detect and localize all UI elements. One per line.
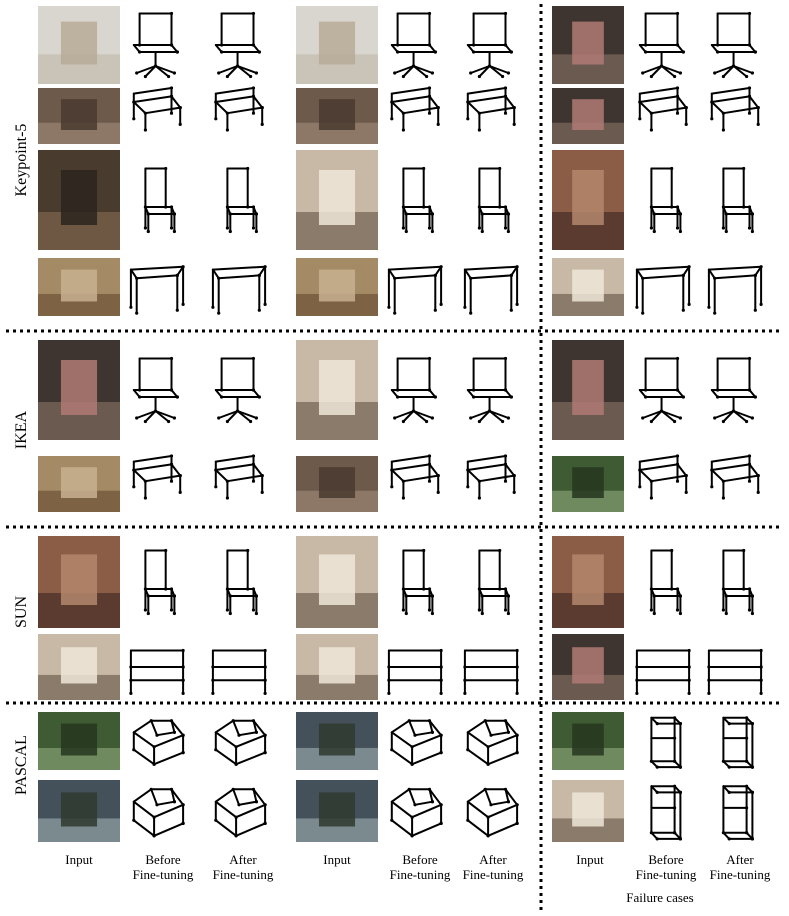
input-photo — [552, 150, 624, 250]
skeleton-wireframe — [463, 649, 518, 695]
skeleton-wireframe — [722, 785, 754, 841]
input-photo — [38, 150, 120, 250]
input-photo — [296, 340, 378, 440]
skeleton-wireframe — [402, 167, 434, 233]
skeleton-wireframe — [132, 86, 182, 131]
skeleton-wireframe — [463, 265, 518, 315]
skeleton-wireframe — [478, 167, 510, 233]
column-header-after: After Fine-tuning — [709, 852, 771, 882]
skeleton-wireframe — [132, 454, 182, 499]
skeleton-wireframe — [214, 454, 264, 499]
skeleton-wireframe — [478, 549, 510, 615]
column-header-before: Before Fine-tuning — [635, 852, 697, 882]
skeleton-wireframe — [214, 788, 267, 838]
input-photo — [296, 150, 378, 250]
skeleton-wireframe — [390, 454, 440, 499]
input-photo — [552, 6, 624, 84]
input-photo — [296, 634, 378, 700]
skeleton-wireframe — [390, 86, 440, 131]
skeleton-wireframe — [390, 719, 443, 766]
skeleton-wireframe — [722, 716, 754, 769]
skeleton-wireframe — [712, 12, 757, 78]
skeleton-wireframe — [392, 357, 437, 423]
skeleton-wireframe — [132, 719, 185, 766]
input-photo — [38, 536, 120, 628]
skeleton-wireframe — [214, 719, 267, 766]
column-header-input: Input — [65, 852, 93, 867]
skeleton-wireframe — [640, 12, 685, 78]
input-photo — [38, 712, 120, 770]
input-photo — [552, 88, 624, 144]
input-photo — [552, 780, 624, 842]
skeleton-wireframe — [226, 549, 258, 615]
skeleton-wireframe — [144, 549, 176, 615]
skeleton-wireframe — [640, 357, 685, 423]
skeleton-wireframe — [466, 454, 516, 499]
skeleton-wireframe — [129, 649, 184, 695]
skeleton-wireframe — [650, 549, 682, 615]
skeleton-wireframe — [216, 357, 261, 423]
skeleton-wireframe — [638, 86, 688, 131]
skeleton-wireframe — [650, 785, 682, 841]
input-photo — [552, 258, 624, 316]
input-photo — [552, 634, 624, 700]
skeleton-wireframe — [214, 86, 264, 131]
input-photo — [296, 6, 378, 84]
column-header-input: Input — [323, 852, 351, 867]
input-photo — [38, 6, 120, 84]
skeleton-wireframe — [722, 167, 754, 233]
row-label-pascal: PASCAL — [13, 735, 30, 795]
column-header-input: Input — [576, 852, 604, 867]
skeleton-wireframe — [216, 12, 261, 78]
input-photo — [296, 780, 378, 842]
skeleton-wireframe — [132, 788, 185, 838]
input-photo — [296, 258, 378, 316]
input-photo — [296, 712, 378, 770]
input-photo — [38, 88, 120, 144]
skeleton-wireframe — [387, 265, 442, 315]
input-photo — [38, 634, 120, 700]
input-photo — [38, 780, 120, 842]
failure-cases-label: Failure cases — [626, 890, 694, 905]
skeleton-wireframe — [134, 12, 179, 78]
skeleton-wireframe — [129, 265, 184, 315]
input-photo — [296, 456, 378, 512]
column-header-after: After Fine-tuning — [462, 852, 524, 882]
skeleton-wireframe — [468, 357, 513, 423]
skeleton-wireframe — [707, 649, 762, 695]
skeleton-wireframe — [710, 454, 760, 499]
skeleton-wireframe — [211, 265, 266, 315]
skeleton-wireframe — [712, 357, 757, 423]
skeleton-wireframe — [144, 167, 176, 233]
skeleton-wireframe — [635, 649, 690, 695]
skeleton-wireframe — [226, 167, 258, 233]
input-photo — [38, 340, 120, 440]
skeleton-wireframe — [402, 549, 434, 615]
input-photo — [296, 88, 378, 144]
skeleton-wireframe — [638, 454, 688, 499]
column-header-after: After Fine-tuning — [212, 852, 274, 882]
skeleton-wireframe — [650, 716, 682, 769]
skeleton-wireframe — [722, 549, 754, 615]
skeleton-wireframe — [468, 12, 513, 78]
skeleton-wireframe — [650, 167, 682, 233]
row-label-ikea: IKEA — [13, 410, 30, 450]
row-label-keypoint5: Keypoint-5 — [13, 123, 30, 197]
skeleton-wireframe — [134, 357, 179, 423]
skeleton-wireframe — [387, 649, 442, 695]
skeleton-wireframe — [710, 86, 760, 131]
column-header-before: Before Fine-tuning — [389, 852, 451, 882]
skeleton-wireframe — [707, 265, 762, 315]
skeleton-wireframe — [466, 86, 516, 131]
input-photo — [296, 536, 378, 628]
column-header-before: Before Fine-tuning — [132, 852, 194, 882]
skeleton-wireframe — [635, 265, 690, 315]
input-photo — [552, 536, 624, 628]
skeleton-wireframe — [390, 788, 443, 838]
skeleton-wireframe — [466, 719, 519, 766]
row-label-sun: SUN — [13, 595, 30, 629]
input-photo — [552, 712, 624, 770]
input-photo — [38, 258, 120, 316]
skeleton-wireframe — [392, 12, 437, 78]
skeleton-wireframe — [211, 649, 266, 695]
input-photo — [552, 340, 624, 440]
input-photo — [38, 456, 120, 512]
skeleton-wireframe — [466, 788, 519, 838]
input-photo — [552, 456, 624, 512]
